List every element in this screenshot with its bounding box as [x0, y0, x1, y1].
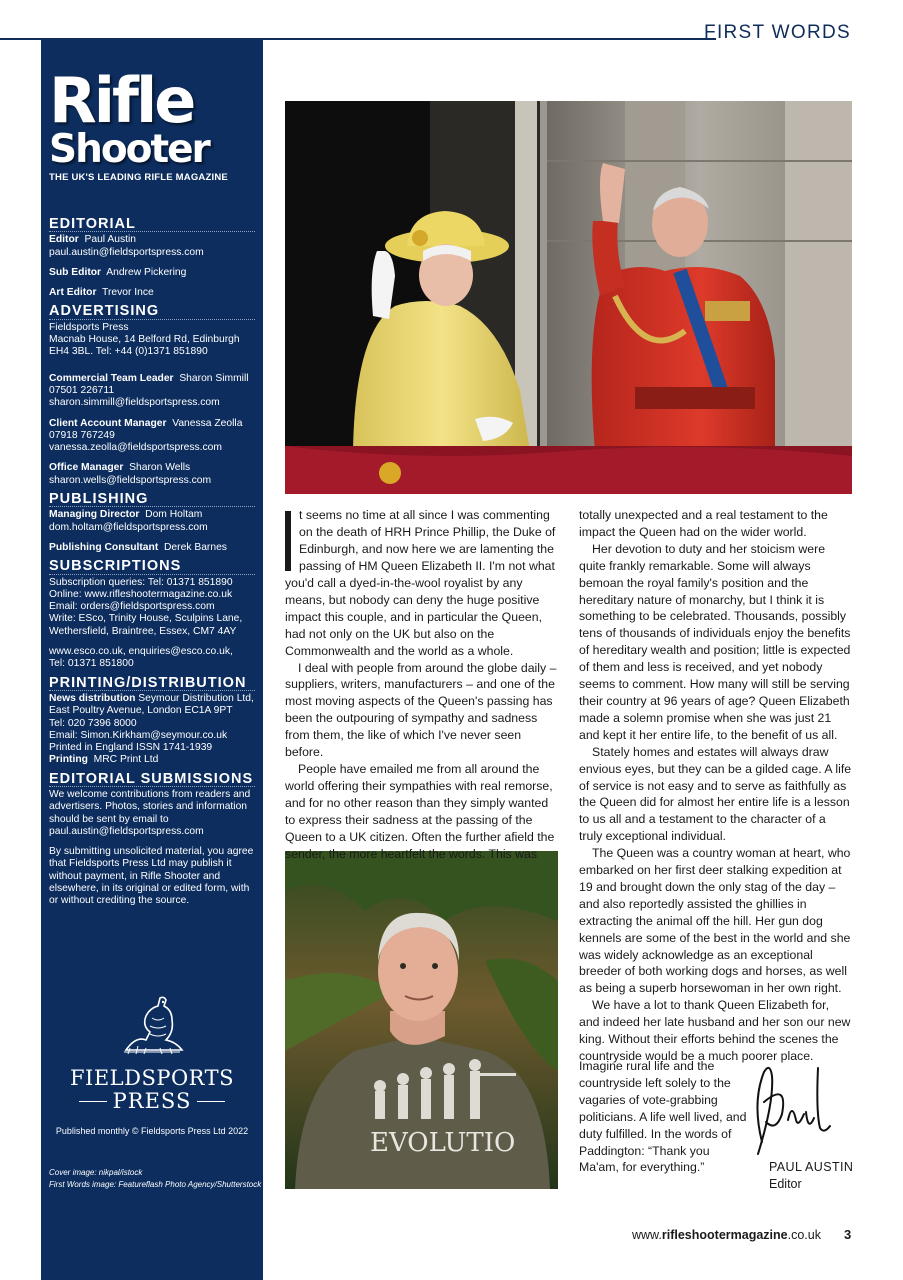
cam-phone: 07918 767249: [49, 429, 115, 441]
subs-line-6: www.esco.co.uk, enquiries@esco.co.uk,: [49, 646, 233, 658]
article-column-1: [285, 575, 558, 862]
subs-line-7: Tel: 01371 851800: [49, 658, 134, 670]
article-column-2: [579, 507, 852, 1065]
queen-duke-balcony-photo: [285, 101, 852, 494]
masthead-sidebar: [41, 40, 263, 1280]
url-prefix: www.: [632, 1228, 662, 1242]
cam-email: vanessa.zeolla@fieldsportspress.com: [49, 442, 222, 454]
page-number: 3: [844, 1227, 852, 1242]
md-label: Managing Director: [49, 509, 140, 521]
fieldsports-wordmark: FIELDSPORTS: [69, 1066, 235, 1090]
printing-name: MRC Print Ltd: [93, 754, 159, 766]
md-email: dom.holtam@fieldsportspress.com: [49, 521, 208, 533]
first-words-credit: First Words image: Featureflash Photo Agency/Shutterstock: [49, 1180, 262, 1189]
ctl-label: Commercial Team Leader: [49, 372, 174, 384]
article-intro: [285, 507, 558, 575]
art-editor-name: Trevor Ince: [102, 287, 154, 299]
news-label: News distribution: [49, 692, 136, 704]
article-para-1: you'd call a dyed-in-the-wool royalist by any means, but nobody can deny the huge positive impact this couple, and in particular the Queen, had not only on the UK but also on the Commonwealth and the world as a whole.: [285, 576, 543, 658]
cam-name: Vanessa Zeolla: [172, 417, 243, 429]
md-name: Dom Holtam: [145, 509, 203, 521]
editorial-section: [49, 218, 255, 299]
press-word: PRESS: [112, 1089, 192, 1113]
submissions-section: [49, 770, 255, 908]
ad-address-2: EH4 3BL. Tel: +44 (0)1371 851890: [49, 346, 208, 358]
subscriptions-heading: SUBSCRIPTIONS: [49, 560, 255, 574]
art-editor-label: Art Editor: [49, 287, 97, 299]
publishing-heading: PUBLISHING: [49, 493, 255, 507]
image-credits: [49, 1167, 261, 1191]
om-label: Office Manager: [49, 462, 124, 474]
printing-label: Printing: [49, 754, 88, 766]
author-photo: [285, 851, 558, 1189]
subs-line-3: Email: orders@fieldsportspress.com: [49, 601, 215, 613]
ctl-phone: 07501 226711: [49, 384, 115, 396]
logo-tagline: THE UK'S LEADING RIFLE MAGAZINE: [49, 172, 228, 183]
article-para-5: Her devotion to duty and her stoicism were quite frankly remarkable. Some will always bemoan the royal family's position and the hereditary nature of monarchy, but I think it is something to be celebrated. Thousands, possibly tens of thousands of individuals enjoy the benefits of hereditary wealth and position; little is expected of them and less is received, and yet nobody seems to comment. How many will still be serving their country at 96 years of age? Queen Elizabeth made a solemn promise when she was just 21 and kept it her entire life, to the benefit of us all.: [579, 541, 851, 742]
signature-name: PAUL AUSTIN: [769, 1160, 854, 1174]
submissions-heading: EDITORIAL SUBMISSIONS: [49, 770, 254, 787]
url-domain: rifleshootermagazine: [661, 1228, 788, 1242]
ctl-email: sharon.simmill@fieldsportspress.com: [49, 397, 220, 409]
article-para-4: totally unexpected and a real testament to the impact the Queen had on the wider world.: [579, 508, 828, 539]
article-intro-text: t seems no time at all since I was commenting on the death of HRH Prince Phillip, the Duke of Edinburgh, and now here we are lamenting the passing of HM Queen Elizabeth II. I'm not what: [299, 508, 556, 573]
url-suffix: .co.uk: [787, 1228, 821, 1242]
subs-line-1: Subscription queries: Tel: 01371 851890: [49, 576, 233, 588]
editor-signature: [748, 1062, 852, 1158]
submissions-para-2: By submitting unsolicited material, you agree that Fieldsports Press Ltd may publish it without payment, in Rifle Shooter and elsewhere, in its original or edited form, with or without crediting the source.: [49, 846, 254, 907]
ad-company: Fieldsports Press: [49, 321, 129, 333]
subs-line-5: Wethersfield, Braintree, Essex, CM7 4AY: [49, 625, 237, 637]
cam-label: Client Account Manager: [49, 417, 167, 429]
magazine-logo: [49, 64, 228, 183]
signature-role: Editor: [769, 1177, 802, 1191]
article-para-2: I deal with people from around the globe daily – suppliers, writers, manufacturers – and one of the most moving aspects of the Queen's passing has been the outpouring of sympathy and sadness from them, the like of which I've never seen before.: [285, 660, 557, 760]
article-para-6: Stately homes and estates will always draw envious eyes, but they can be a gilded cage. A life of service is not easy and to serve as faithfully as the Queen did for almost her entire life is a lesson to us all and a testament to the character of a truly exceptional individual.: [579, 744, 852, 844]
article-para-9: Imagine rural life and the countryside left solely to the vagaries of vote-grabbing politicians. A life well lived, and duty fulfilled. In the words of Paddington: “Thank you Ma'am, for everything.”: [579, 1059, 747, 1175]
article-para-3: People have emailed me from all around the world offering their sympathies with real remorse, and for no other reason than they simply wanted to express their sadness at the passing of the Queen to a UK citizen. Often the further afield the sender, the more heartfelt the words. This was: [285, 761, 555, 861]
printing-issn: Printed in England ISSN 1741-1939: [49, 742, 213, 754]
editor-email: paul.austin@fieldsportspress.com: [49, 246, 204, 258]
logo-shooter: Shooter: [49, 127, 209, 172]
ctl-name: Sharon Simmill: [179, 372, 249, 384]
om-name: Sharon Wells: [129, 462, 191, 474]
subscriptions-section: [49, 560, 255, 670]
logo-rifle: Rifle: [49, 64, 194, 137]
advertising-section: [49, 305, 255, 487]
sub-editor-label: Sub Editor: [49, 266, 102, 278]
printing-tel: Tel: 020 7396 8000: [49, 717, 137, 729]
editor-label: Editor: [49, 234, 79, 246]
printing-email: Email: Simon.Kirkham@seymour.co.uk: [49, 729, 228, 741]
grouse-icon: [116, 988, 188, 1060]
footer-url[interactable]: [632, 1228, 821, 1242]
subs-line-4: Write: ESco, Trinity House, Sculpins Lane,: [49, 613, 243, 625]
press-wordmark: [41, 1089, 263, 1113]
printing-heading: PRINTING/DISTRIBUTION: [49, 677, 255, 691]
pc-label: Publishing Consultant: [49, 541, 159, 553]
balcony-illustration: [285, 101, 852, 494]
article-para-7: The Queen was a country woman at heart, who embarked on her first deer stalking expedition at 19 and brought down the only stag of the day – and also reportedly assisted the ghillies in extracting the animal off the hill. Her gun dog kennels are some of the best in the world and she was widely acknowledge as an exceptional breeder of both working dogs and horses, as well as being a superb horsewoman in her own right.: [579, 846, 851, 996]
news-text: Seymour Distribution Ltd, East Poultry Avenue, London EC1A 9PT: [49, 692, 254, 717]
section-title: FIRST WORDS: [704, 22, 851, 43]
editorial-heading: EDITORIAL: [49, 218, 255, 232]
cover-credit: Cover image: nikpal/istock: [49, 1168, 143, 1177]
article-para-8: We have a lot to thank Queen Elizabeth for, and indeed her late husband and her son our new king. Without their efforts behind the scenes the countryside would be a much poorer place.: [579, 998, 851, 1063]
printing-section: [49, 674, 255, 767]
fieldsports-press-logo: [41, 988, 263, 1113]
pc-name: Derek Barnes: [164, 541, 227, 553]
published-notice: Published monthly © Fieldsports Press Ltd 2022: [55, 1126, 249, 1136]
editor-name: Paul Austin: [84, 234, 137, 246]
subs-line-2: Online: www.rifleshootermagazine.co.uk: [49, 588, 233, 600]
tshirt-text: EVOLUTIO: [370, 1128, 516, 1158]
ad-address-1: Macnab House, 14 Belford Rd, Edinburgh: [49, 334, 240, 346]
article-closing: [579, 1058, 749, 1176]
advertising-heading: ADVERTISING: [49, 305, 255, 319]
author-illustration: [285, 851, 558, 1189]
masthead-text: [49, 218, 255, 916]
publishing-section: [49, 493, 255, 554]
om-email: sharon.wells@fieldsportspress.com: [49, 474, 212, 486]
sub-editor-name: Andrew Pickering: [106, 266, 187, 278]
submissions-para-1: We welcome contributions from readers and advertisers. Photos, stories and information should be sent by email to paul.austin@fieldsportspress.com: [49, 788, 251, 837]
